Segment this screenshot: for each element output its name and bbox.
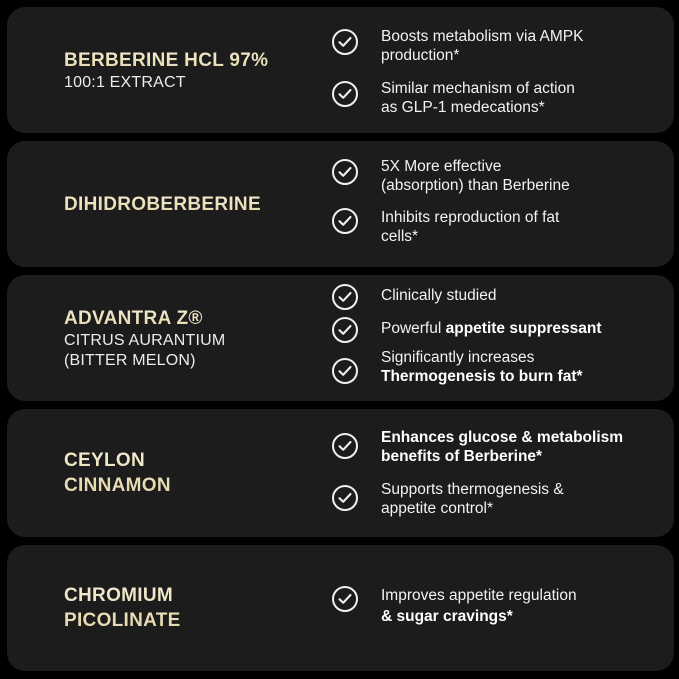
benefit-text: Inhibits reproduction of fat cells* (381, 209, 560, 245)
benefit-text: Supports thermogenesis & appetite control* (381, 481, 564, 517)
ingredient-subtitle: CITRUS AURANTIUM (BITTER MELON) (64, 331, 226, 369)
benefit-text: 5X More effective (absorption) than Berberine (381, 158, 570, 194)
benefit-text: Similar mechanism of action as GLP-1 medecations* (381, 80, 575, 116)
benefit-text: Enhances glucose & metabolism benefits of Berberine* (381, 429, 624, 465)
ingredient-card-dihidroberberine (7, 141, 674, 267)
check-circle-icon (332, 485, 358, 511)
check-circle-icon (332, 29, 358, 55)
ingredient-heading (64, 7, 319, 133)
ingredient-heading (64, 141, 319, 267)
check-circle-icon (332, 208, 358, 234)
benefit-text: Clinically studied (381, 287, 497, 304)
check-circle-icon (332, 586, 358, 612)
ingredient-heading (64, 545, 319, 671)
ingredient-card-ceylon-cinnamon (7, 409, 674, 537)
check-circle-icon (332, 284, 358, 310)
benefit-text: Improves appetite regulation & sugar cravings* (381, 587, 577, 625)
ingredient-subtitle: 100:1 EXTRACT (64, 73, 186, 91)
ingredient-heading (64, 409, 319, 537)
ingredient-title: ADVANTRA Z® (64, 306, 319, 331)
check-circle-icon (332, 433, 358, 459)
check-circle-icon (332, 81, 358, 107)
benefit-text: Powerful appetite suppressant (381, 320, 602, 337)
benefit-text: Significantly increases Thermogenesis to burn fat* (381, 349, 583, 385)
benefit-text: Boosts metabolism via AMPK production* (381, 28, 584, 64)
check-circle-icon (332, 159, 358, 185)
ingredient-title: CEYLON CINNAMON (64, 448, 319, 498)
check-circle-icon (332, 317, 358, 343)
ingredient-title: CHROMIUM PICOLINATE (64, 583, 319, 633)
ingredient-title: BERBERINE HCL 97% (64, 48, 319, 73)
check-circle-icon (332, 358, 358, 384)
ingredient-card-chromium-picolinate (7, 545, 674, 671)
ingredient-card-advantra-z (7, 275, 674, 401)
ingredient-card-berberine (7, 7, 674, 133)
ingredient-title: DIHIDROBERBERINE (64, 192, 319, 217)
ingredient-heading (64, 275, 319, 401)
